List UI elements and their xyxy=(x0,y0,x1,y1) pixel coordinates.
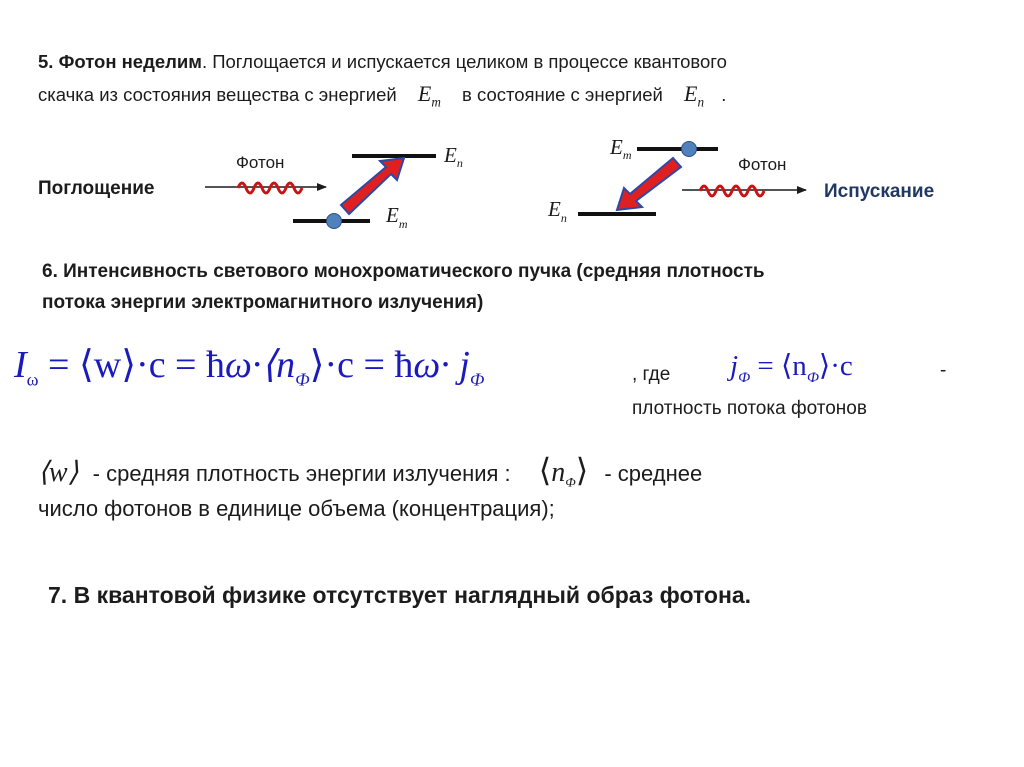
formula-omega-2: ω· j xyxy=(413,344,470,386)
w-definition: - средняя плотность энергии излучения : xyxy=(92,461,511,486)
flux-end: ⟩·c xyxy=(818,350,853,382)
formula-I-sub: ω xyxy=(26,369,39,390)
emission-transition-arrow-icon xyxy=(617,158,681,210)
section-6-line-1: 6. Интенсивность светового монохроматического пучка (средняя плотность xyxy=(42,261,765,282)
absorption-level-bottom xyxy=(385,203,408,231)
n-open-bracket: ⟨ xyxy=(538,452,552,488)
n-close-bracket: ⟩ xyxy=(575,452,589,488)
formula-omega-1: ω·⟨n xyxy=(225,344,296,386)
flux-j-sub: Ф xyxy=(738,369,751,386)
energy-n-symbol xyxy=(684,81,705,110)
section-5-line-1 xyxy=(38,46,727,78)
absorption-level-top-base: E xyxy=(444,143,457,167)
section-5-line-2-a: скачка из состояния вещества с энергией xyxy=(38,84,397,105)
emission-level-top-sub: m xyxy=(622,148,632,162)
section-5-rest: . Поглощается и испускается целиком в процессе квантового xyxy=(201,51,727,72)
transition-diagram xyxy=(0,125,1024,250)
where-text: , где xyxy=(632,364,671,385)
flux-j: j xyxy=(730,350,739,382)
section-7-text: 7. В квантовой физике отсутствует наглядный образ фотона. xyxy=(48,582,752,608)
n-symbol: n xyxy=(551,457,566,488)
energy-m-sub: m xyxy=(431,94,441,110)
section-6-line-2: потока энергии электромагнитного излучения) xyxy=(42,292,484,313)
energy-n-sub: n xyxy=(697,94,705,110)
absorption-level-bottom-base: E xyxy=(386,203,399,227)
formula-hbar-1: ħ xyxy=(206,344,225,386)
absorption-level-top xyxy=(443,143,463,170)
intensity-formula xyxy=(14,342,484,403)
absorption-photon-label: Фотон xyxy=(236,153,285,172)
flux-description: плотность потока фотонов xyxy=(632,398,867,419)
emission-level-top xyxy=(609,135,632,162)
formula-phi-1: Ф xyxy=(295,369,310,390)
formula-close-1: ⟩·c = xyxy=(309,344,395,386)
energy-m-base: E xyxy=(417,81,432,106)
flux-formula xyxy=(730,346,853,398)
section-5-paragraph xyxy=(38,46,727,118)
emission-level-bottom-base: E xyxy=(548,197,561,221)
absorption-electron-icon xyxy=(327,214,342,229)
energy-m-symbol xyxy=(417,81,441,110)
emission-level-bottom-sub: n xyxy=(560,211,567,225)
section-5-line-2-b: в состояние с энергией xyxy=(462,84,663,105)
formula-eq1: = ⟨w⟩·c = xyxy=(38,344,206,386)
absorption-level-bottom-sub: m xyxy=(398,217,408,231)
section-5-line-2 xyxy=(38,78,727,118)
flux-dash: - xyxy=(940,360,947,381)
formula-I: I xyxy=(14,344,27,386)
absorption-photon-wave-icon xyxy=(238,183,302,193)
section-6-heading xyxy=(42,256,765,318)
emission-photon-label: Фотон xyxy=(738,155,787,174)
emission-electron-icon xyxy=(682,142,697,157)
emission-level-top-base: E xyxy=(610,135,623,159)
absorption-level-top-sub: n xyxy=(456,156,463,170)
energy-n-base: E xyxy=(684,81,698,106)
emission-label: Испускание xyxy=(824,181,935,202)
absorption-label: Поглощение xyxy=(38,178,155,199)
w-symbol: ⟨w⟩ xyxy=(38,457,79,488)
section-5-lead: 5. Фотон неделим xyxy=(38,51,202,72)
section-5-period: . xyxy=(721,84,727,105)
formula-hbar-2: ħ xyxy=(394,344,414,386)
n-symbol-sub: Ф xyxy=(565,474,576,490)
emission-level-bottom xyxy=(547,197,567,225)
flux-n-sub: Ф xyxy=(806,369,819,386)
definitions-line-2: число фотонов в единице объема (концентрация); xyxy=(38,496,555,521)
flux-mid: = ⟨n xyxy=(750,350,807,382)
formula-phi-2: Ф xyxy=(469,369,485,390)
n-definition: - среднее xyxy=(604,461,703,486)
emission-photon-wave-icon xyxy=(700,186,764,196)
